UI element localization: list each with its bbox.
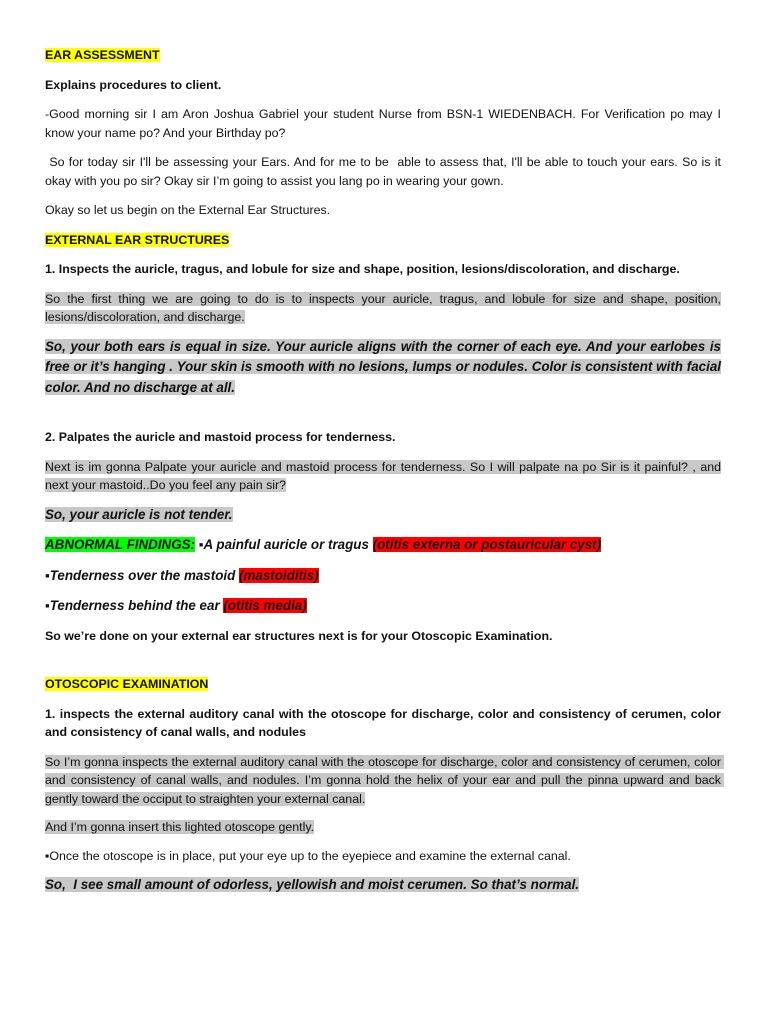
abnormal-item-1-tag: (otitis externa or postauricular cyst) xyxy=(372,537,602,552)
oto-script-b: I’m gonna hold the helix of your ear and pull the pinna upward and back gently toward the occiput to straighten your external canal. xyxy=(45,773,725,806)
done-external-paragraph: So we’re done on your external ear structures next is for your Otoscopic Examination. xyxy=(45,628,553,643)
abnormal-item-2 xyxy=(45,566,721,587)
step2-script-text: Next is im gonna Palpate your auricle and mastoid process for tenderness. So I will palpate na po Sir is it painful? , and next your mastoid..Do you feel any pain sir? xyxy=(45,459,721,492)
step1-heading: 1. Inspects the auricle, tragus, and lobule for size and shape, position, lesions/discoloration, and discharge. xyxy=(45,262,680,276)
abnormal-item-1-text: ▪A painful auricle or tragus xyxy=(195,537,373,552)
step1-script xyxy=(45,290,721,327)
step2-finding-text: So, your auricle is not tender. xyxy=(45,506,233,522)
ear-assessment-title-text: EAR ASSESSMENT xyxy=(45,48,160,62)
abnormal-item-3-tag: (otitis media) xyxy=(223,598,307,613)
oto-finding-text: So, I see small amount of odorless, yellowish and moist cerumen. So that’s normal. xyxy=(45,877,580,892)
otoscopic-title xyxy=(45,675,721,694)
step1-finding-text: So, your both ears is equal in size. Your auricle aligns with the corner of each eye. And your earlobes is free or it’s hanging . Your skin is smooth with no lesions, lumps or nodules. Color is consistent with facial color. And no discharge at all. xyxy=(45,338,721,395)
otoscopic-title-text: OTOSCOPIC EXAMINATION xyxy=(45,677,209,691)
greeting-paragraph: -Good morning sir I am Aron Joshua Gabriel your student Nurse from BSN-1 WIEDENBACH. For Verification po may I know your name po? And your Birthday po? xyxy=(45,107,721,140)
oto-script xyxy=(45,753,725,809)
ear-assessment-title xyxy=(45,46,721,65)
oto-finding xyxy=(45,875,721,896)
step2-finding xyxy=(45,505,721,526)
abnormal-item-2-text: ▪Tenderness over the mastoid xyxy=(45,567,240,583)
external-ear-title xyxy=(45,231,721,250)
oto-step1-heading: 1. inspects the external auditory canal with the otoscope for discharge, color and consistency of cerumen, color and consistency of canal walls, and nodules xyxy=(45,706,721,739)
assess-intro-paragraph: So for today sir I'll be assessing your Ears. And for me to be able to assess that, I'll be able to touch your ears. So is it okay with you po sir? Okay sir I’m going to assist you lang po in wearing your gown. xyxy=(45,155,725,188)
abnormal-findings-line xyxy=(45,535,721,556)
abnormal-findings-label: ABNORMAL FINDINGS: xyxy=(45,537,196,552)
external-ear-title-text: EXTERNAL EAR STRUCTURES xyxy=(45,232,230,247)
step2-heading: 2. Palpates the auricle and mastoid process for tenderness. xyxy=(45,430,396,444)
oto-insert xyxy=(45,818,721,837)
abnormal-item-2-tag: (mastoiditis) xyxy=(239,567,319,583)
begin-external-paragraph: Okay so let us begin on the External Ear Structures. xyxy=(45,203,331,217)
oto-insert-text: And I’m gonna insert this lighted otoscope gently. xyxy=(45,820,315,834)
oto-eyepiece: ▪Once the otoscope is in place, put your eye up to the eyepiece and examine the external canal. xyxy=(45,848,571,863)
step1-finding xyxy=(45,337,721,399)
explains-heading: Explains procedures to client. xyxy=(45,77,222,92)
step1-script-text: So the first thing we are going to do is to inspects your auricle, tragus, and lobule for size and shape, position, lesions/discoloration, and discharge. xyxy=(45,291,721,324)
abnormal-item-3-text: ▪Tenderness behind the ear xyxy=(45,598,224,613)
step2-script xyxy=(45,458,721,495)
abnormal-item-3 xyxy=(45,596,721,617)
oto-script-a: So I’m gonna inspects the external auditory canal with the otoscope for discharge, color and consistency of cerumen, color and consistency of canal walls, and nodules. xyxy=(45,754,725,787)
